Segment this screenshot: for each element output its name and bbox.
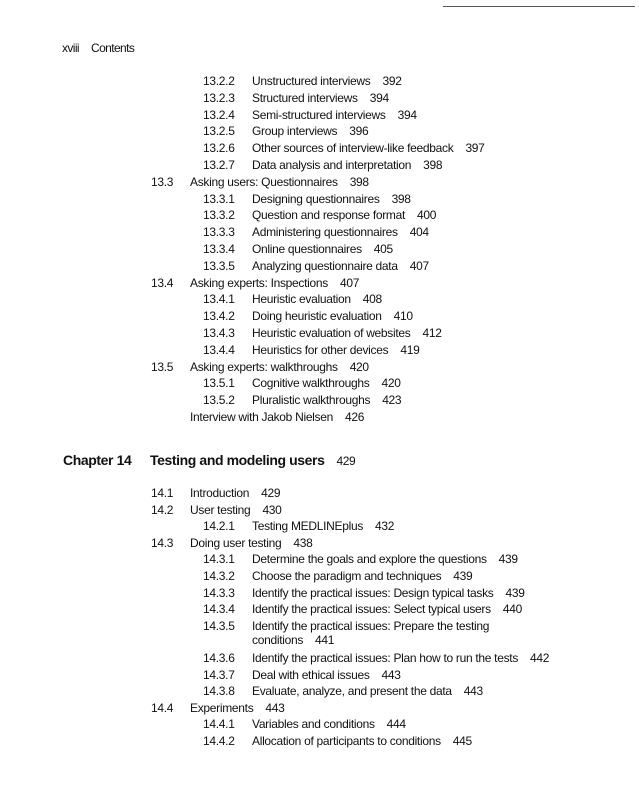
page-ref: 429 <box>261 486 281 500</box>
section-title-text: Identify the practical issues: Plan how to run the tests <box>252 651 519 665</box>
page-ref: 423 <box>382 393 402 408</box>
page-ref: 441 <box>315 632 335 647</box>
page-ref: 419 <box>400 342 420 357</box>
section-title <box>252 91 389 105</box>
section-title <box>252 326 442 340</box>
page-ref: 396 <box>349 124 369 139</box>
page-ref: 392 <box>382 74 402 88</box>
section-title-text: Semi-structured interviews <box>252 107 386 122</box>
page-number: xviii <box>62 41 79 55</box>
page-ref: 397 <box>465 141 485 156</box>
page-ref: 405 <box>373 242 393 256</box>
page-ref: 410 <box>393 309 413 324</box>
section-title <box>252 292 382 306</box>
section-title-text: Other sources of interview-like feedback <box>252 141 454 156</box>
section-title-text: Question and response format <box>252 208 406 223</box>
section-title-text: Data analysis and interpretation <box>252 158 412 172</box>
section-number: 13.4.4 <box>203 342 235 357</box>
section-title-text: Heuristic evaluation <box>252 292 351 307</box>
section-title-text: Asking experts: walkthroughs <box>190 359 338 374</box>
section-number: 13.3.2 <box>203 208 235 223</box>
section-title <box>190 175 369 189</box>
section-number: 13.2.5 <box>203 124 235 139</box>
page-ref: 420 <box>349 359 369 374</box>
section-title-text: Identify the practical issues: Design typical tasks <box>252 585 494 600</box>
section-number: 13.3.1 <box>203 191 235 206</box>
section-number: 14.4.1 <box>203 717 235 732</box>
section-title-text: Doing heuristic evaluation <box>252 309 382 324</box>
chapter-title-text: Testing and modeling users <box>150 452 325 468</box>
page-ref: 398 <box>349 174 369 189</box>
page-ref: 412 <box>422 326 442 340</box>
section-number: 14.3.1 <box>203 552 235 567</box>
page-ref: 394 <box>369 90 389 105</box>
section-title-text: Cognitive walkthroughs <box>252 376 370 391</box>
section-title-text: Identify the practical issues: Prepare the testing <box>252 618 490 633</box>
page-ref: 439 <box>453 569 473 583</box>
section-title <box>252 259 429 273</box>
section-title <box>252 242 393 256</box>
section-number: 13.3.4 <box>203 242 235 256</box>
section-number: 14.3 <box>151 535 174 550</box>
section-title <box>190 503 282 517</box>
section-title-text: Deal with ethical issues <box>252 667 370 682</box>
section-number: 13.3 <box>151 174 174 189</box>
section-title-text: Testing MEDLINEplus <box>252 519 364 534</box>
section-title-text: Identify the practical issues: Select typical users <box>252 602 491 617</box>
section-title <box>252 141 485 155</box>
section-title-text: Determine the goals and explore the questions <box>252 552 487 567</box>
section-title-text: Allocation of participants to conditions <box>252 734 441 748</box>
section-number: 13.5.2 <box>203 393 235 408</box>
section-number: 14.2 <box>151 502 174 517</box>
section-title <box>252 376 401 390</box>
section-title <box>190 486 280 500</box>
section-number: 13.4 <box>151 275 174 290</box>
page-ref: 404 <box>409 225 429 240</box>
section-title-text: Interview with Jakob Nielsen <box>190 410 334 424</box>
section-title <box>252 586 525 600</box>
section-number: 13.3.5 <box>203 258 235 273</box>
section-title <box>252 602 522 616</box>
section-number: 14.3.5 <box>203 618 235 633</box>
page-ref: 400 <box>417 208 437 223</box>
running-header <box>62 41 134 55</box>
section-title <box>252 717 406 731</box>
page-ref: 440 <box>502 602 522 617</box>
section-title-text: Group interviews <box>252 124 338 139</box>
section-title-text: Analyzing questionnaire data <box>252 258 398 273</box>
section-number: 13.2.7 <box>203 158 235 172</box>
section-title <box>252 225 429 239</box>
section-title <box>252 651 549 665</box>
page-ref: 438 <box>293 535 313 550</box>
section-title <box>190 276 359 290</box>
section-number: 13.2.2 <box>203 74 235 88</box>
section-title-continued: conditions <box>252 632 304 647</box>
section-title-text: Introduction <box>190 486 250 500</box>
section-title <box>252 569 472 583</box>
section-title <box>252 192 411 206</box>
section-title-text: Online questionnaires <box>252 242 362 256</box>
page-ref: 443 <box>381 667 401 682</box>
section-title-text: Heuristics for other devices <box>252 342 389 357</box>
section-number: 13.2.4 <box>203 107 235 122</box>
section-title <box>252 124 368 138</box>
section-number: 13.3.3 <box>203 225 235 240</box>
section-title-text: Unstructured interviews <box>252 74 371 88</box>
section-number: 14.4 <box>151 700 174 715</box>
section-title-text: Pluralistic walkthroughs <box>252 393 371 408</box>
section-title-text: Choose the paradigm and techniques <box>252 569 442 583</box>
page-ref: 443 <box>463 684 483 699</box>
section-title-text: Experiments <box>190 700 254 715</box>
page-ref: 442 <box>530 651 550 665</box>
section-title-text: Structured interviews <box>252 90 358 105</box>
page-ref: 445 <box>452 734 472 748</box>
section-title <box>252 158 442 172</box>
section-title <box>190 536 312 550</box>
section-title <box>252 309 413 323</box>
chapter-label: Chapter 14 <box>63 452 132 468</box>
page-ref: 444 <box>386 717 406 732</box>
page-ref: 394 <box>397 107 417 122</box>
section-title <box>252 108 417 122</box>
section-title-text: Evaluate, analyze, and present the data <box>252 684 452 699</box>
section-number: 14.3.3 <box>203 585 235 600</box>
page-ref: 439 <box>498 552 518 567</box>
section-title <box>252 74 402 88</box>
section-title <box>252 619 489 647</box>
section-title <box>190 410 364 424</box>
section-number: 14.2.1 <box>203 519 235 534</box>
section-title <box>252 668 401 682</box>
section-number: 13.5 <box>151 359 174 374</box>
section-number: 14.3.8 <box>203 684 235 699</box>
section-number: 14.4.2 <box>203 734 235 748</box>
section-number: 14.3.2 <box>203 569 235 583</box>
section-title <box>252 552 518 566</box>
page-ref: 407 <box>339 275 360 290</box>
section-title <box>252 519 394 533</box>
section-number: 14.1 <box>151 486 174 500</box>
section-number: 13.4.2 <box>203 309 235 324</box>
page-ref: 398 <box>423 158 443 172</box>
chapter-page: 429 <box>336 454 356 468</box>
section-number: 13.4.1 <box>203 292 235 307</box>
section-number: 13.5.1 <box>203 376 235 391</box>
section-number: 14.3.6 <box>203 651 235 665</box>
section-title-text: Heuristic evaluation of websites <box>252 326 411 340</box>
section-number: 13.2.6 <box>203 141 235 156</box>
section-title <box>252 208 436 222</box>
section-title-text: Administering questionnaires <box>252 225 398 240</box>
page-ref: 432 <box>375 519 395 534</box>
section-title <box>252 684 483 698</box>
section-title-text: User testing <box>190 502 251 517</box>
section-title-text: Variables and conditions <box>252 717 375 732</box>
chapter-title <box>150 452 355 468</box>
section-title <box>252 393 401 407</box>
section-number: 13.2.3 <box>203 90 235 105</box>
section-title <box>190 701 285 715</box>
page-ref: 408 <box>362 292 382 307</box>
page-ref: 443 <box>265 700 285 715</box>
section-number: 14.3.4 <box>203 602 235 617</box>
section-title <box>252 343 419 357</box>
section-number: 14.3.7 <box>203 667 235 682</box>
section-number: 13.4.3 <box>203 326 235 340</box>
page-ref: 439 <box>505 585 525 600</box>
page-ref: 407 <box>409 258 429 273</box>
section-title <box>190 360 369 374</box>
page-ref: 426 <box>345 410 365 424</box>
section-title <box>252 734 472 748</box>
section-title-text: Doing user testing <box>190 535 282 550</box>
page-ref: 398 <box>391 191 411 206</box>
page-ref: 420 <box>381 376 401 391</box>
page-ref: 430 <box>262 502 282 517</box>
top-rule <box>443 6 635 7</box>
section-title-text: Designing questionnaires <box>252 191 380 206</box>
section-title-text: Asking experts: Inspections <box>190 275 328 290</box>
section-title-text: Asking users: Questionnaires <box>190 174 338 189</box>
running-title: Contents <box>91 41 135 55</box>
